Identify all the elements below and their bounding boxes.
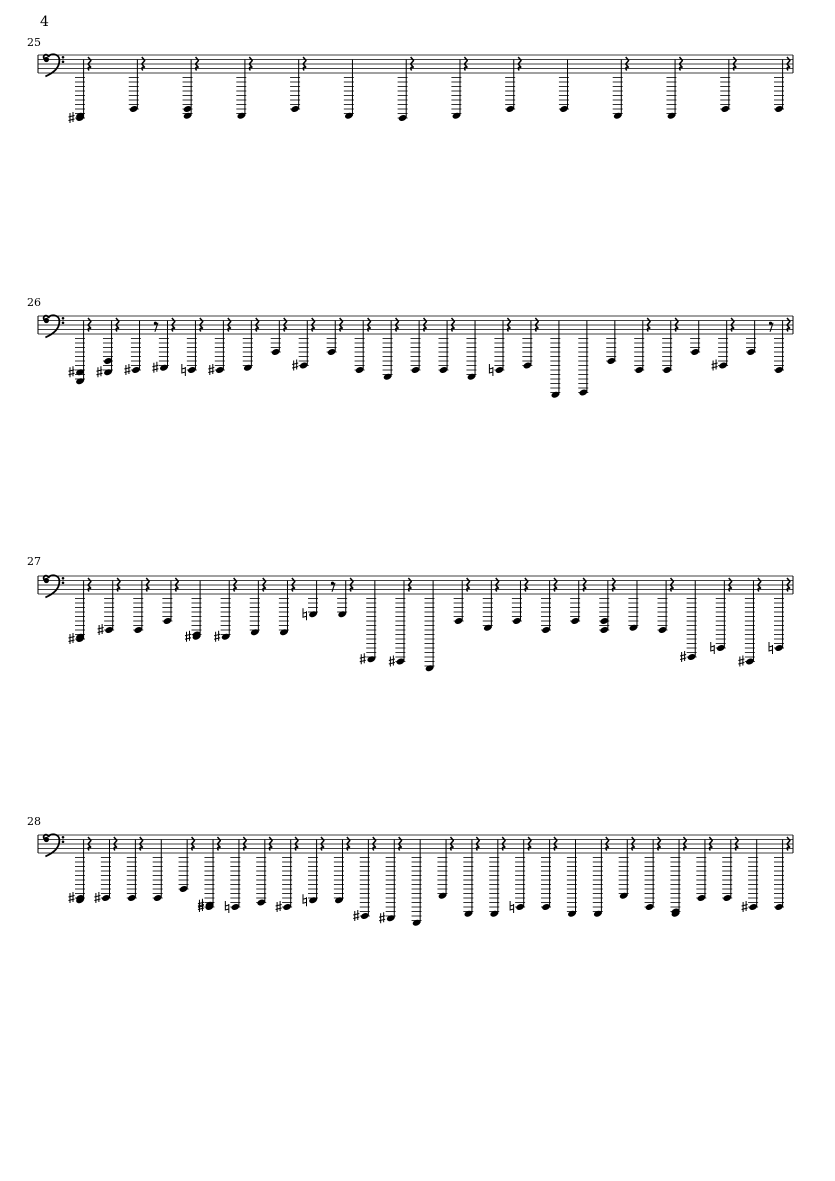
measure-number-26: 26 xyxy=(27,296,41,309)
sharp-accidental xyxy=(152,362,158,373)
natural-accidental xyxy=(711,642,715,654)
sharp-accidental xyxy=(712,360,718,371)
sharp-accidental xyxy=(276,901,282,912)
sharp-accidental xyxy=(69,112,75,123)
measure-number-25: 25 xyxy=(27,36,41,49)
sharp-accidental xyxy=(389,656,395,667)
sharp-accidental xyxy=(94,892,100,903)
sharp-accidental xyxy=(208,364,214,375)
sharp-accidental xyxy=(69,366,75,377)
sharp-accidental xyxy=(680,651,686,662)
sharp-accidental xyxy=(379,912,385,923)
sharp-accidental xyxy=(738,656,744,667)
sharp-accidental xyxy=(292,360,298,371)
measure-number-27: 27 xyxy=(27,555,41,568)
sharp-accidental xyxy=(185,631,191,642)
natural-accidental xyxy=(769,642,773,654)
sharp-accidental xyxy=(124,364,130,375)
sharp-accidental xyxy=(96,366,102,377)
natural-accidental xyxy=(303,608,307,620)
measure-number-28: 28 xyxy=(27,815,41,828)
sharp-accidental xyxy=(214,631,220,642)
sharp-accidental xyxy=(69,892,75,903)
sharp-accidental xyxy=(69,633,75,644)
natural-accidental xyxy=(510,901,513,913)
eighth-rest-dot xyxy=(769,322,772,325)
sharp-accidental xyxy=(360,653,366,664)
eighth-rest-dot xyxy=(331,582,334,585)
sharp-accidental xyxy=(98,624,104,635)
sharp-accidental xyxy=(353,910,359,921)
natural-accidental xyxy=(489,364,493,376)
sharp-accidental xyxy=(742,901,748,912)
eighth-rest-dot xyxy=(154,322,157,325)
natural-accidental xyxy=(182,364,186,376)
page-number: 4 xyxy=(40,14,49,30)
natural-accidental xyxy=(303,894,307,906)
natural-accidental xyxy=(225,901,229,913)
